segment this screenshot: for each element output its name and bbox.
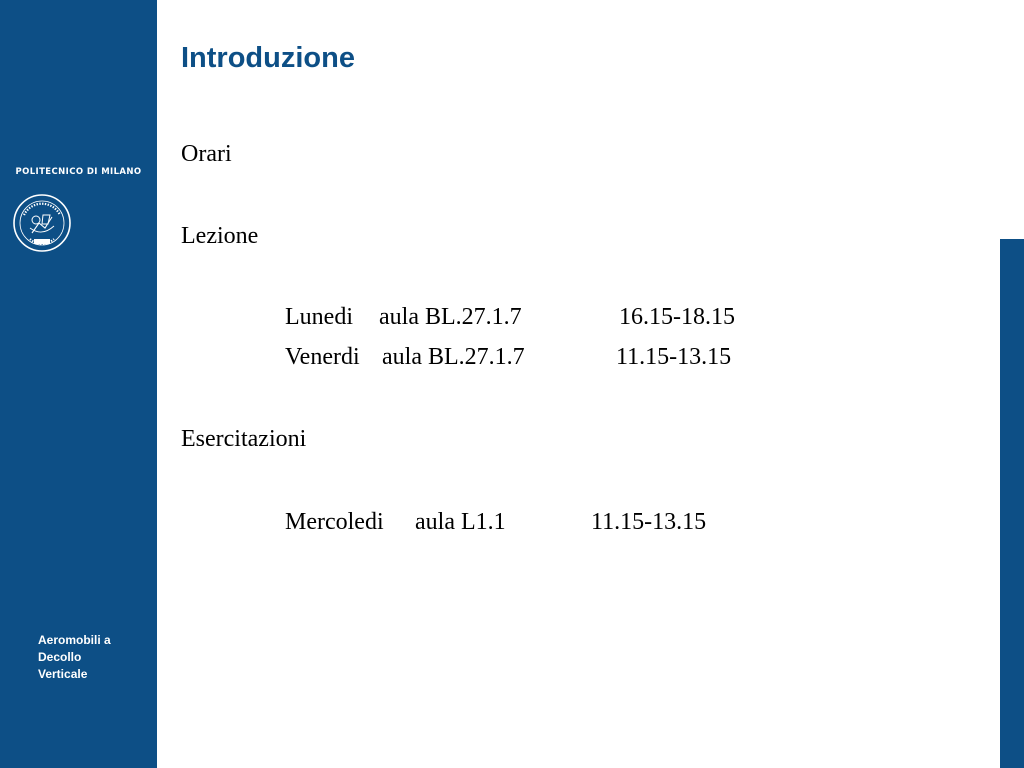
schedule-room: aula BL.27.1.7	[382, 344, 525, 370]
course-title-line: Verticale	[38, 667, 88, 681]
schedule-room: aula BL.27.1.7	[379, 304, 522, 330]
university-seal-logo	[12, 193, 72, 253]
schedule-row	[285, 302, 845, 332]
section-heading-orari: Orari	[181, 141, 232, 167]
section-heading-esercitazioni: Esercitazioni	[181, 426, 307, 452]
schedule-room: aula L1.1	[415, 509, 506, 535]
sidebar	[0, 0, 157, 768]
section-heading-lezione: Lezione	[181, 223, 259, 249]
right-accent-bar	[1000, 239, 1024, 768]
course-title-line: Aeromobili a	[38, 633, 111, 647]
schedule-row	[285, 507, 845, 537]
course-title	[38, 632, 111, 683]
schedule-time: 16.15-18.15	[619, 304, 735, 330]
schedule-time: 11.15-13.15	[616, 344, 732, 370]
course-title-line: Decollo	[38, 650, 82, 664]
slide-title: Introduzione	[181, 42, 355, 74]
schedule-time: 11.15-13.15	[591, 509, 707, 535]
schedule-day: Mercoledi	[285, 509, 384, 535]
institution-name: POLITECNICO DI MILANO	[15, 167, 142, 177]
schedule-day: Venerdi	[285, 344, 360, 370]
schedule-day: Lunedi	[285, 304, 353, 330]
schedule-row	[285, 342, 845, 372]
